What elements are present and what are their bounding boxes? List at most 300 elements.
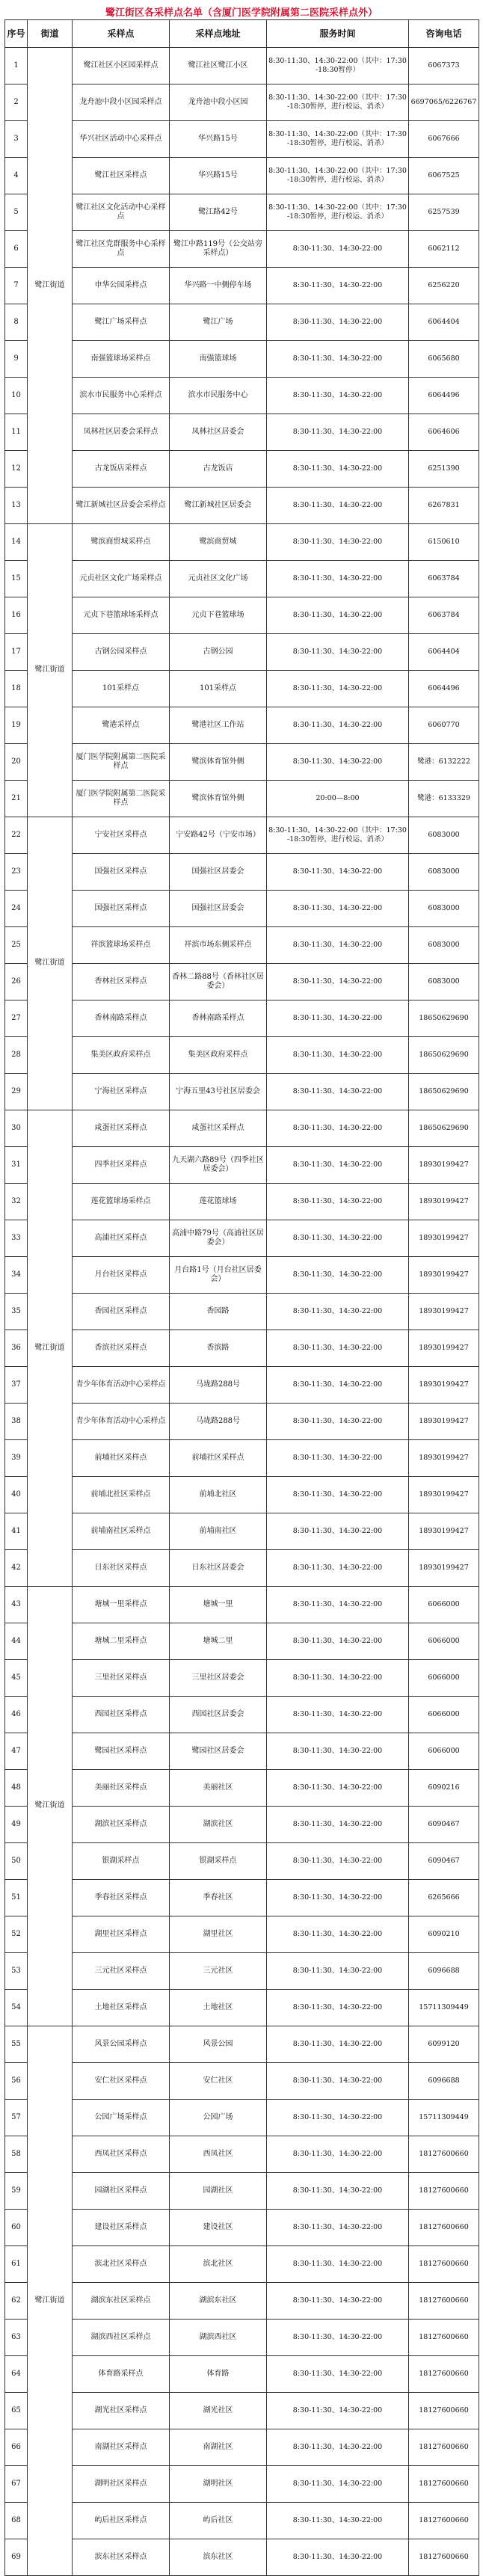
row-number: 54	[5, 1990, 28, 2026]
service-time: 8:30-11:30、14:30-22:00	[267, 2356, 409, 2393]
service-time: 8:30-11:30、14:30-22:00	[267, 1990, 409, 2026]
service-time: 8:30-11:30、14:30-22:00	[267, 1880, 409, 1916]
table-row	[5, 2173, 479, 2210]
site-name: 香林社区采样点	[73, 964, 170, 1000]
phone: 6267831	[409, 488, 479, 524]
table-row	[5, 2466, 479, 2503]
site-address: 古钢公园	[170, 634, 267, 671]
site-address: 鹭滨体育馆外侧	[170, 781, 267, 817]
service-time: 8:30-11:30、14:30-22:00	[267, 2539, 409, 2576]
row-number: 34	[5, 1257, 28, 1294]
site-name: 国强社区采样点	[73, 854, 170, 891]
site-address: 三里社区居委会	[170, 1660, 267, 1697]
site-address: 滨水市民服务中心	[170, 378, 267, 414]
phone: 6265666	[409, 1880, 479, 1916]
table-row	[5, 1294, 479, 1330]
table-row	[5, 2429, 479, 2466]
service-time: 8:30-11:30、14:30-22:00	[267, 2429, 409, 2466]
table-row	[5, 1110, 479, 1147]
service-time: 8:30-11:30、14:30-22:00	[267, 1037, 409, 1074]
service-time: 8:30-11:30、14:30-22:00	[267, 854, 409, 891]
table-header-row	[5, 20, 479, 48]
site-name: 湖滨东社区采样点	[73, 2283, 170, 2320]
site-name: 塘城二里采样点	[73, 1623, 170, 1660]
phone: 18930199427	[409, 1147, 479, 1184]
site-address: 风景公园	[170, 2026, 267, 2063]
site-name: 华兴社区活动中心采样点	[73, 121, 170, 158]
row-number: 17	[5, 634, 28, 671]
table-row	[5, 2320, 479, 2356]
site-address: 国强社区居委会	[170, 854, 267, 891]
site-name: 湖光社区采样点	[73, 2393, 170, 2429]
table-row	[5, 1990, 479, 2026]
table-row	[5, 1000, 479, 1037]
site-name: 鹭江社区文化活动中心采样点	[73, 194, 170, 231]
row-number: 13	[5, 488, 28, 524]
phone: 18930199427	[409, 1440, 479, 1477]
phone: 6064404	[409, 634, 479, 671]
row-number: 39	[5, 1440, 28, 1477]
row-number: 38	[5, 1404, 28, 1440]
table-row	[5, 1587, 479, 1623]
service-time: 8:30-11:30、14:30-22:00	[267, 1147, 409, 1184]
service-time: 8:30-11:30、14:30-22:00	[267, 1440, 409, 1477]
header-street: 街道	[28, 20, 73, 48]
row-number: 7	[5, 268, 28, 304]
site-address: 鹭江中路119号（公交站旁采样点）	[170, 231, 267, 268]
row-number: 58	[5, 2136, 28, 2173]
site-address: 公园广场	[170, 2100, 267, 2136]
site-address: 宁安路42号（宁安市场）	[170, 817, 267, 854]
site-name: 鹭园社区采样点	[73, 1733, 170, 1770]
table-row	[5, 744, 479, 781]
service-time: 8:30-11:30、14:30-22:00（其中：17:30-18:30暂停）	[267, 48, 409, 84]
service-time: 8:30-11:30、14:30-22:00（其中：17:30-18:30暂停，进行校运、消杀）	[267, 158, 409, 194]
row-number: 25	[5, 927, 28, 964]
site-name: 西园社区采样点	[73, 1697, 170, 1733]
row-number: 32	[5, 1184, 28, 1220]
site-address: 香林二路88号（香林社区居委会）	[170, 964, 267, 1000]
phone: 6064496	[409, 671, 479, 707]
table-row	[5, 84, 479, 121]
page-title: 鹭江街区各采样点名单（含厦门医学院附属第二医院采样点外）	[105, 7, 378, 19]
site-name: 体育路采样点	[73, 2356, 170, 2393]
header-address: 采样点地址	[170, 20, 267, 48]
site-address: 高浦中路79号（高浦社区居委会）	[170, 1220, 267, 1257]
phone: 18127600660	[409, 2173, 479, 2210]
service-time: 8:30-11:30、14:30-22:00	[267, 341, 409, 378]
table-row	[5, 2393, 479, 2429]
row-number: 48	[5, 1770, 28, 1807]
site-name: 鹭江社区党群服务中心采样点	[73, 231, 170, 268]
site-address: 美丽社区	[170, 1770, 267, 1807]
site-address: 滨北社区	[170, 2246, 267, 2283]
site-name: 青少年体育活动中心采样点	[73, 1404, 170, 1440]
header-phone: 咨询电话	[409, 20, 479, 48]
row-number: 31	[5, 1147, 28, 1184]
row-number: 2	[5, 84, 28, 121]
row-number: 49	[5, 1807, 28, 1843]
phone: 6066000	[409, 1697, 479, 1733]
table-row	[5, 1697, 479, 1733]
site-address: 银湖采样点	[170, 1843, 267, 1880]
service-time: 8:30-11:30、14:30-22:00	[267, 488, 409, 524]
row-number: 11	[5, 414, 28, 451]
row-number: 23	[5, 854, 28, 891]
service-time: 8:30-11:30、14:30-22:00	[267, 1477, 409, 1513]
site-name: 美丽社区采样点	[73, 1770, 170, 1807]
row-number: 16	[5, 597, 28, 634]
table-row	[5, 1477, 479, 1513]
site-name: 龙舟池中段小区园采样点	[73, 84, 170, 121]
row-number: 14	[5, 524, 28, 561]
site-address: 园湖社区	[170, 2173, 267, 2210]
table-row	[5, 414, 479, 451]
phone: 6099120	[409, 2026, 479, 2063]
table-body	[5, 48, 479, 2576]
service-time: 20:00—8:00	[267, 781, 409, 817]
row-number: 53	[5, 1953, 28, 1990]
service-time: 8:30-11:30、14:30-22:00	[267, 2320, 409, 2356]
table-row	[5, 158, 479, 194]
service-time: 8:30-11:30、14:30-22:00	[267, 2173, 409, 2210]
row-number: 21	[5, 781, 28, 817]
site-name: 宁安社区采样点	[73, 817, 170, 854]
table-row	[5, 2283, 479, 2320]
site-name: 南强篮球场采样点	[73, 341, 170, 378]
site-name: 月台社区采样点	[73, 1257, 170, 1294]
phone: 6066000	[409, 1623, 479, 1660]
service-time: 8:30-11:30、14:30-22:00	[267, 634, 409, 671]
header-service-time: 服务时间	[267, 20, 409, 48]
table-row	[5, 2210, 479, 2246]
table-row	[5, 268, 479, 304]
site-address: 三元社区	[170, 1953, 267, 1990]
phone: 6083000	[409, 927, 479, 964]
phone: 15711309449	[409, 2100, 479, 2136]
phone: 6060770	[409, 707, 479, 744]
site-address: 鹭江新城社区居委会	[170, 488, 267, 524]
site-address: 月台路1号（月台社区居委会）	[170, 1257, 267, 1294]
row-number: 24	[5, 891, 28, 927]
service-time: 8:30-11:30、14:30-22:00	[267, 1220, 409, 1257]
service-time: 8:30-11:30、14:30-22:00	[267, 1074, 409, 1110]
site-name: 湖滨西社区采样点	[73, 2320, 170, 2356]
row-number: 47	[5, 1733, 28, 1770]
site-name: 湖里社区采样点	[73, 1916, 170, 1953]
site-name: 厦门医学院附属第二医院采样点	[73, 781, 170, 817]
site-name: 咸蛋社区采样点	[73, 1110, 170, 1147]
phone: 18930199427	[409, 1550, 479, 1587]
site-address: 塘城二里	[170, 1623, 267, 1660]
site-address: 安仁社区	[170, 2063, 267, 2100]
street-name: 鹭江街道	[28, 1587, 73, 2026]
site-address: 马垅路288号	[170, 1367, 267, 1404]
site-address: 鹭江路42号	[170, 194, 267, 231]
service-time: 8:30-11:30、14:30-22:00	[267, 1110, 409, 1147]
row-number: 68	[5, 2503, 28, 2539]
row-number: 60	[5, 2210, 28, 2246]
table-row	[5, 1404, 479, 1440]
site-address: 华兴路15号	[170, 121, 267, 158]
service-time: 8:30-11:30、14:30-22:00	[267, 414, 409, 451]
site-name: 四季社区采样点	[73, 1147, 170, 1184]
row-number: 62	[5, 2283, 28, 2320]
street-name: 鹭江街道	[28, 2026, 73, 2576]
table-row	[5, 891, 479, 927]
phone: 6090467	[409, 1807, 479, 1843]
service-time: 8:30-11:30、14:30-22:00	[267, 1367, 409, 1404]
table-row	[5, 1660, 479, 1697]
phone: 6066000	[409, 1660, 479, 1697]
table-row	[5, 817, 479, 854]
row-number: 33	[5, 1220, 28, 1257]
phone: 18127600660	[409, 2429, 479, 2466]
site-address: 湖明社区	[170, 2466, 267, 2503]
row-number: 5	[5, 194, 28, 231]
phone: 18127600660	[409, 2539, 479, 2576]
table-row	[5, 341, 479, 378]
row-number: 67	[5, 2466, 28, 2503]
row-number: 63	[5, 2320, 28, 2356]
sampling-sites-table	[4, 19, 479, 2576]
service-time: 8:30-11:30、14:30-22:00	[267, 1916, 409, 1953]
phone: 6063784	[409, 597, 479, 634]
site-address: 湖滨西社区	[170, 2320, 267, 2356]
table-row	[5, 451, 479, 488]
site-name: 前埔南社区采样点	[73, 1513, 170, 1550]
site-address: 体育路	[170, 2356, 267, 2393]
row-number: 44	[5, 1623, 28, 1660]
site-address: 鹭港社区工作站	[170, 707, 267, 744]
site-name: 高浦社区采样点	[73, 1220, 170, 1257]
table-row	[5, 1550, 479, 1587]
site-name: 元贞下巷篮球场采样点	[73, 597, 170, 634]
service-time: 8:30-11:30、14:30-22:00	[267, 1587, 409, 1623]
site-address: 101采样点	[170, 671, 267, 707]
phone: 18930199427	[409, 1513, 479, 1550]
table-row	[5, 2136, 479, 2173]
service-time: 8:30-11:30、14:30-22:00	[267, 2100, 409, 2136]
phone: 18127600660	[409, 2136, 479, 2173]
phone: 18127600660	[409, 2320, 479, 2356]
service-time: 8:30-11:30、14:30-22:00	[267, 744, 409, 781]
row-number: 46	[5, 1697, 28, 1733]
site-name: 滨水市民服务中心采样点	[73, 378, 170, 414]
service-time: 8:30-11:30、14:30-22:00	[267, 2136, 409, 2173]
phone: 6067666	[409, 121, 479, 158]
row-number: 8	[5, 304, 28, 341]
service-time: 8:30-11:30、14:30-22:00	[267, 1953, 409, 1990]
phone: 18930199427	[409, 1294, 479, 1330]
site-address: 土地社区	[170, 1990, 267, 2026]
phone: 6096688	[409, 1953, 479, 1990]
site-name: 香滨社区采样点	[73, 1330, 170, 1367]
phone: 6066000	[409, 1587, 479, 1623]
phone: 6083000	[409, 891, 479, 927]
phone: 6083000	[409, 854, 479, 891]
phone: 6064404	[409, 304, 479, 341]
site-address: 集美区政府采样点	[170, 1037, 267, 1074]
site-name: 香林南路采样点	[73, 1000, 170, 1037]
phone: 18930199427	[409, 1184, 479, 1220]
table-row	[5, 1770, 479, 1807]
table-row	[5, 231, 479, 268]
table-row	[5, 2026, 479, 2063]
row-number: 65	[5, 2393, 28, 2429]
site-name: 元贞社区文化广场采样点	[73, 561, 170, 597]
row-number: 69	[5, 2539, 28, 2576]
table-row	[5, 524, 479, 561]
table-row	[5, 2100, 479, 2136]
phone: 18930199427	[409, 1330, 479, 1367]
site-address: 鹭江社区鹭江小区	[170, 48, 267, 84]
row-number: 19	[5, 707, 28, 744]
site-name: 古钢公园采样点	[73, 634, 170, 671]
site-name: 鹭滨商贸城采样点	[73, 524, 170, 561]
phone: 18650629690	[409, 1110, 479, 1147]
phone: 6066000	[409, 1733, 479, 1770]
site-address: 古龙饭店	[170, 451, 267, 488]
site-name: 风景公园采样点	[73, 2026, 170, 2063]
service-time: 8:30-11:30、14:30-22:00	[267, 2503, 409, 2539]
site-name: 滨东社区采样点	[73, 2539, 170, 2576]
site-name: 湖滨社区采样点	[73, 1807, 170, 1843]
table-row	[5, 1257, 479, 1294]
service-time: 8:30-11:30、14:30-22:00	[267, 2026, 409, 2063]
site-address: 南湖社区	[170, 2429, 267, 2466]
site-name: 园湖社区采样点	[73, 2173, 170, 2210]
service-time: 8:30-11:30、14:30-22:00（其中：17:30-18:30暂停，进行校运、消杀）	[267, 121, 409, 158]
service-time: 8:30-11:30、14:30-22:00	[267, 304, 409, 341]
site-address: 龙舟池中段小区园	[170, 84, 267, 121]
row-number: 4	[5, 158, 28, 194]
site-name: 塘城一里采样点	[73, 1587, 170, 1623]
site-address: 建设社区	[170, 2210, 267, 2246]
site-name: 101采样点	[73, 671, 170, 707]
table-row	[5, 2503, 479, 2539]
phone: 6067525	[409, 158, 479, 194]
site-name: 安仁社区采样点	[73, 2063, 170, 2100]
row-number: 6	[5, 231, 28, 268]
site-name: 三里社区采样点	[73, 1660, 170, 1697]
table-row	[5, 1330, 479, 1367]
site-address: 前埔北社区	[170, 1477, 267, 1513]
phone: 18650629690	[409, 1074, 479, 1110]
phone: 18930199427	[409, 1367, 479, 1404]
service-time: 8:30-11:30、14:30-22:00	[267, 1697, 409, 1733]
table-row	[5, 1843, 479, 1880]
site-name: 湖明社区采样点	[73, 2466, 170, 2503]
service-time: 8:30-11:30、14:30-22:00	[267, 1000, 409, 1037]
site-address: 元贞下巷篮球场	[170, 597, 267, 634]
table-row	[5, 1623, 479, 1660]
site-name: 日东社区采样点	[73, 1550, 170, 1587]
street-name: 鹭江街道	[28, 524, 73, 817]
site-name: 厦门医学院附属第二医院采样点	[73, 744, 170, 781]
row-number: 61	[5, 2246, 28, 2283]
table-row	[5, 2246, 479, 2283]
service-time: 8:30-11:30、14:30-22:00	[267, 927, 409, 964]
site-name: 香园社区采样点	[73, 1294, 170, 1330]
site-address: 九天湖六路89号（四季社区居委会）	[170, 1147, 267, 1184]
service-time: 8:30-11:30、14:30-22:00	[267, 891, 409, 927]
table-row	[5, 378, 479, 414]
service-time: 8:30-11:30、14:30-22:00	[267, 2466, 409, 2503]
phone: 18127600660	[409, 2246, 479, 2283]
site-address: 宁海五里43号社区居委会	[170, 1074, 267, 1110]
site-name: 国强社区采样点	[73, 891, 170, 927]
site-name: 祥滨篮球场采样点	[73, 927, 170, 964]
site-name: 古龙饭店采样点	[73, 451, 170, 488]
phone: 6064496	[409, 378, 479, 414]
site-address: 湖里社区	[170, 1916, 267, 1953]
service-time: 8:30-11:30、14:30-22:00	[267, 964, 409, 1000]
site-name: 鹭江社区小区园采样点	[73, 48, 170, 84]
table-row	[5, 1733, 479, 1770]
service-time: 8:30-11:30、14:30-22:00	[267, 451, 409, 488]
site-address: 咸蛋社区采样点	[170, 1110, 267, 1147]
row-number: 27	[5, 1000, 28, 1037]
site-name: 土地社区采样点	[73, 1990, 170, 2026]
site-address: 祥滨市场东侧采样点	[170, 927, 267, 964]
phone: 6697065/6226767	[409, 84, 479, 121]
site-name: 前埔社区采样点	[73, 1440, 170, 1477]
site-address: 鹭江广场	[170, 304, 267, 341]
site-address: 凤林社区居委会	[170, 414, 267, 451]
table-row	[5, 1953, 479, 1990]
table-row	[5, 854, 479, 891]
service-time: 8:30-11:30、14:30-22:00	[267, 1807, 409, 1843]
table-row	[5, 194, 479, 231]
site-name: 鹭港采样点	[73, 707, 170, 744]
table-row	[5, 1220, 479, 1257]
site-name: 集美区政府采样点	[73, 1037, 170, 1074]
street-name: 鹭江街道	[28, 1110, 73, 1587]
site-name: 公园广场采样点	[73, 2100, 170, 2136]
table-row	[5, 488, 479, 524]
phone: 6251390	[409, 451, 479, 488]
row-number: 57	[5, 2100, 28, 2136]
row-number: 43	[5, 1587, 28, 1623]
table-row	[5, 781, 479, 817]
row-number: 30	[5, 1110, 28, 1147]
row-number: 41	[5, 1513, 28, 1550]
service-time: 8:30-11:30、14:30-22:00	[267, 1184, 409, 1220]
row-number: 66	[5, 2429, 28, 2466]
site-address: 国强社区居委会	[170, 891, 267, 927]
header-no: 序号	[5, 20, 28, 48]
site-address: 莲花篮球场	[170, 1184, 267, 1220]
phone: 18127600660	[409, 2356, 479, 2393]
site-address: 南强篮球场	[170, 341, 267, 378]
row-number: 59	[5, 2173, 28, 2210]
service-time: 8:30-11:30、14:30-22:00	[267, 1513, 409, 1550]
site-name: 银湖采样点	[73, 1843, 170, 1880]
table-row	[5, 304, 479, 341]
phone: 18930199427	[409, 1220, 479, 1257]
phone: 18127600660	[409, 2393, 479, 2429]
phone: 6256220	[409, 268, 479, 304]
phone: 6096688	[409, 2063, 479, 2100]
row-number: 55	[5, 2026, 28, 2063]
service-time: 8:30-11:30、14:30-22:00	[267, 378, 409, 414]
site-address: 马垅路288号	[170, 1404, 267, 1440]
phone: 6090216	[409, 1770, 479, 1807]
service-time: 8:30-11:30、14:30-22:00	[267, 2210, 409, 2246]
site-name: 三元社区采样点	[73, 1953, 170, 1990]
service-time: 8:30-11:30、14:30-22:00	[267, 671, 409, 707]
